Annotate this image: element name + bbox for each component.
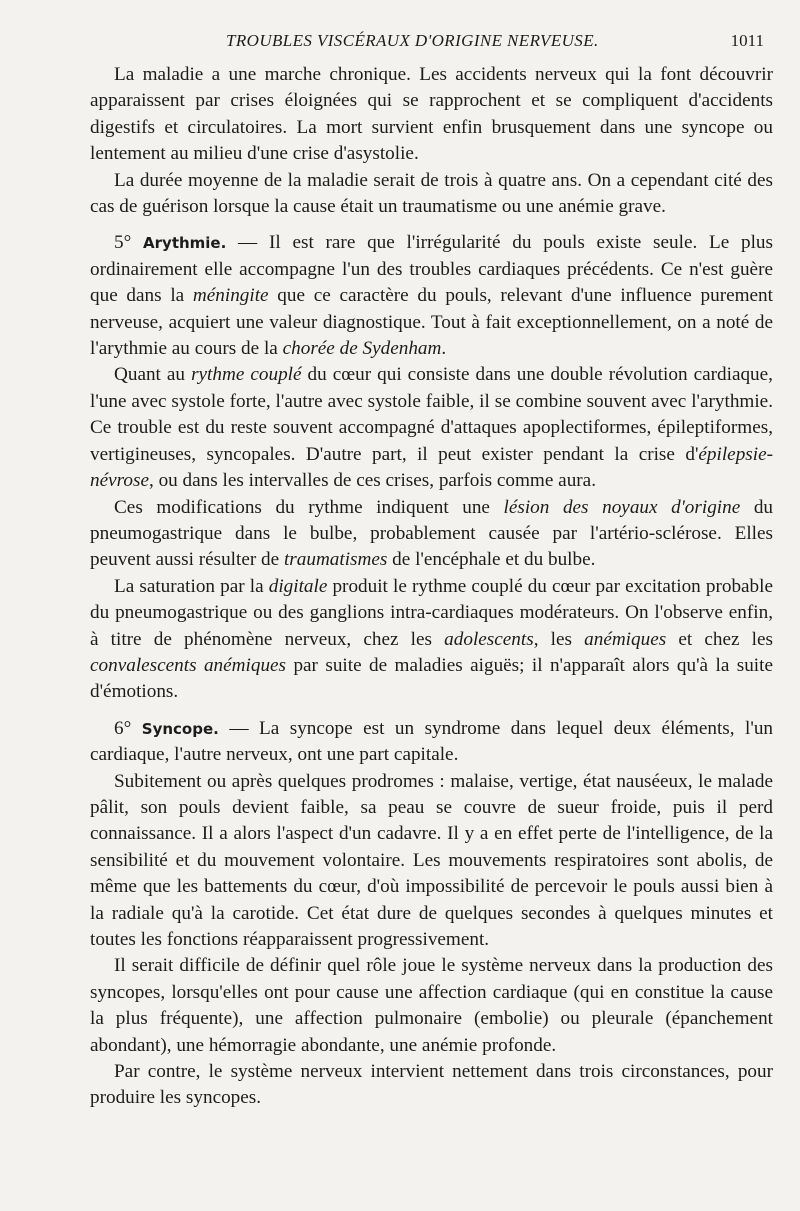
text-run: du pneumogastrique dans le bulbe, probablement causée par l'artério-sclérose. Elles peuvent aussi résulter de	[90, 496, 774, 571]
italic-term: adolescents	[444, 628, 534, 650]
italic-term: traumatismes	[283, 549, 388, 571]
italic-term: méningite	[192, 285, 269, 307]
italic-term: convalescents anémiques	[90, 654, 287, 676]
text-run: du cœur qui consiste dans une double révolution cardiaque, l'une avec systole forte, l'autre avec systole faible, il se combine souvent avec l'arythmie. Ce trouble est du reste souvent accompagné d'attaques apoplectiformes, épileptiformes, vertigineuses, syncopales. D'autre part, il peut exister pendant la crise d'	[90, 364, 773, 465]
page-header	[0, 27, 800, 55]
paragraph-duration: La durée moyenne de la maladie serait de trois à quatre ans. On a cependant cité des cas de guérison lorsque la cause était un traumatisme ou une anémie grave.	[90, 169, 773, 218]
section-syncope	[90, 716, 773, 769]
text-run: .	[441, 338, 447, 360]
italic-term: digitale	[268, 575, 328, 597]
text-run: et chez les	[666, 628, 773, 650]
section-arythmie	[90, 230, 773, 362]
paragraph-symptoms: Subitement ou après quelques prodromes : malaise, vertige, état nauséeux, le malade pâlit, son pouls devient faible, sa peau se couvre de sueur froide, puis il perd connaissance. Il a alors l'aspect d'un cadavre. Il y a en effet perte de l'intelligence, de la sensibilité et du mouvement volontaire. Les mouvements respiratoires sont abolis, de même que les battements du cœur, d'où impossibilité de percevoir le pouls aussi bien à la radiale qu'à la carotide. Cet état dure de quelques secondes à quelques minutes et toutes les fonctions réapparaissent progressivement.	[90, 770, 773, 950]
paragraph-digitale	[90, 574, 773, 706]
text-run: Quant au	[114, 364, 192, 386]
section-title-syncope: Syncope.	[141, 719, 219, 738]
body-text	[90, 62, 773, 1112]
text-run: Ces modifications du rythme indiquent une	[114, 496, 504, 518]
italic-term: épilepsie-névrose	[90, 443, 773, 492]
paragraph-modifications	[90, 495, 773, 574]
page-number: 1011	[730, 31, 764, 50]
section-title-arythmie: Arythmie.	[143, 234, 227, 253]
text-run: — La syncope est un syndrome dans lequel deux éléments, l'un cardiaque, l'autre nerveux, ont une part capitale.	[90, 717, 774, 766]
text-run: produit le rythme couplé du cœur par excitation probable du pneumogastrique ou des ganglions intra-cardiaques modérateurs. On l'observe enfin, à titre de phénomène nerveux, chez les	[90, 575, 773, 650]
text-run: La saturation par la	[114, 575, 269, 597]
text-run: de l'encéphale et du bulbe.	[387, 549, 596, 571]
paragraph-rythme-couple	[90, 362, 773, 494]
section-number: 6°	[114, 717, 132, 739]
running-title: TROUBLES VISCÉRAUX D'ORIGINE NERVEUSE.	[226, 31, 599, 50]
italic-term: anémiques	[584, 628, 667, 650]
paragraph-causes: Il serait difficile de définir quel rôle joue le système nerveux dans la production des syncopes, lorsqu'elles ont pour cause une affection cardiaque (qui en constitue la cause la plus fréquente), une affection pulmonaire (embolie) ou pleurale (épanchement abondant), une hémorragie abondante, une anémie profonde.	[90, 955, 773, 1056]
italic-term: lésion des noyaux d'origine	[503, 496, 741, 518]
italic-term: chorée de Sydenham	[282, 338, 442, 360]
paragraph-disease-course: La maladie a une marche chronique. Les accidents nerveux qui la font découvrir apparaissent par crises éloignées qui se rapprochent et se compliquent d'accidents digestifs et circulatoires. La mort survient enfin brusquement dans une syncope ou lentement au milieu d'une crise d'asystolie.	[90, 64, 773, 165]
italic-term: rythme couplé	[191, 364, 302, 386]
text-run: par suite de maladies aiguës; il n'apparaît alors qu'à la suite d'émotions.	[90, 654, 773, 703]
text-run: que ce caractère du pouls, relevant d'une influence purement nerveuse, acquiert une valeur diagnostique. Tout à fait exceptionnellement, on a noté de l'arythmie au cours de la	[90, 285, 773, 360]
paragraph-nervous-system: Par contre, le système nerveux intervient nettement dans trois circonstances, pour produire les syncopes.	[90, 1061, 773, 1109]
section-number: 5°	[114, 232, 132, 254]
text-run: — Il est rare que l'irrégularité du pouls existe seule. Le plus ordinairement elle accompagne l'un des troubles cardiaques précédents. Ce n'est guère que dans la	[90, 232, 773, 307]
text-run: , les	[533, 628, 585, 650]
text-run: , ou dans les intervalles de ces crises, parfois comme aura.	[148, 470, 596, 492]
